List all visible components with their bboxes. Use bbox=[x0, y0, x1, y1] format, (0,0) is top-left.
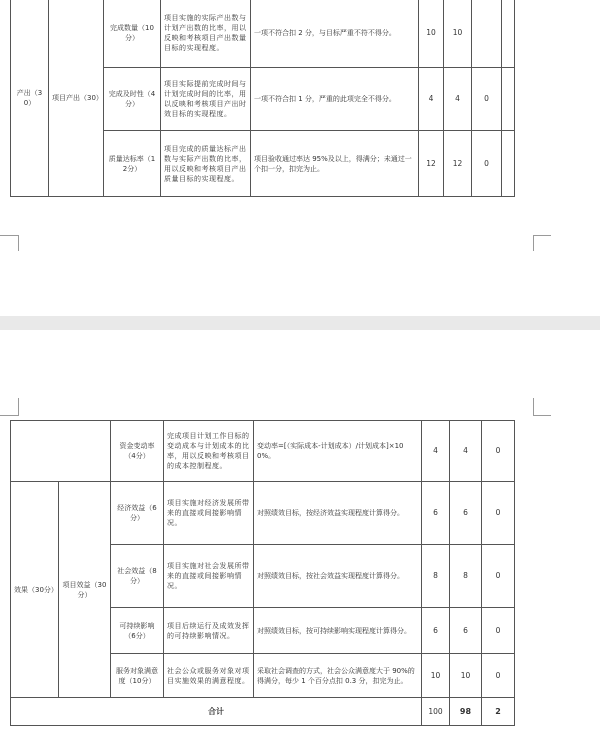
total-label: 合计 bbox=[11, 698, 422, 726]
document-page-lower bbox=[0, 420, 600, 735]
crop-mark bbox=[18, 235, 19, 251]
definition-cell: 社会公众或服务对象对项目实施效果的满意程度。 bbox=[164, 654, 254, 698]
crop-mark bbox=[0, 415, 18, 416]
evaluation-table-upper bbox=[10, 0, 515, 197]
deduct-cell: 0 bbox=[482, 545, 515, 608]
definition-cell: 完成项目计划工作目标的变动成本与计划成本的比率，用以反映和考核项目的成本控制程度。 bbox=[164, 421, 254, 482]
full-score-cell: 10 bbox=[422, 654, 450, 698]
score-cell: 6 bbox=[450, 608, 482, 654]
blank-cell bbox=[502, 0, 515, 68]
table-row bbox=[11, 0, 515, 68]
total-row bbox=[11, 698, 515, 726]
total-deduct: 2 bbox=[482, 698, 515, 726]
full-score-cell: 12 bbox=[419, 131, 444, 197]
full-score-cell: 4 bbox=[422, 421, 450, 482]
score-cell: 8 bbox=[450, 545, 482, 608]
definition-cell: 项目完成的质量达标产出数与实际产出数的比率，用以反映和考核项目产出质量目标的实现程度。 bbox=[161, 131, 251, 197]
full-score-cell: 10 bbox=[419, 0, 444, 68]
standard-cell: 对照绩效目标，按可持续影响实现程度计算得分。 bbox=[254, 608, 422, 654]
deduct-cell: 0 bbox=[482, 654, 515, 698]
table-row bbox=[11, 482, 515, 545]
definition-cell: 项目实施的实际产出数与计划产出数的比率，用以反映和考核项目产出数量目标的实现程度。 bbox=[161, 0, 251, 68]
definition-cell: 项目实施对经济发展所带来的直接或间接影响情况。 bbox=[164, 482, 254, 545]
sub-category-cell: 项目产出（30） bbox=[49, 0, 104, 197]
full-score-cell: 8 bbox=[422, 545, 450, 608]
page-gap bbox=[0, 198, 600, 420]
standard-cell: 一项不符合扣 2 分，与目标严重不符不得分。 bbox=[251, 0, 419, 68]
deduct-cell: 0 bbox=[472, 68, 502, 131]
blank-cell bbox=[11, 421, 111, 482]
blank-cell bbox=[502, 68, 515, 131]
deduct-cell: 0 bbox=[472, 131, 502, 197]
standard-cell: 对照绩效目标，按社会效益实现程度计算得分。 bbox=[254, 545, 422, 608]
indicator-cell: 完成数量（10分） bbox=[104, 0, 161, 68]
score-cell: 6 bbox=[450, 482, 482, 545]
blank-cell bbox=[502, 131, 515, 197]
crop-mark bbox=[533, 415, 551, 416]
definition-cell: 项目实施对社会发展所带来的直接或间接影响情况。 bbox=[164, 545, 254, 608]
indicator-cell: 服务对象满意度（10分） bbox=[111, 654, 164, 698]
standard-cell: 对照绩效目标，按经济效益实现程度计算得分。 bbox=[254, 482, 422, 545]
category-cell: 产出（30） bbox=[11, 0, 49, 197]
score-cell: 10 bbox=[450, 654, 482, 698]
deduct-cell: 0 bbox=[482, 482, 515, 545]
full-score-cell: 6 bbox=[422, 608, 450, 654]
evaluation-table-lower bbox=[10, 420, 515, 726]
definition-cell: 项目后续运行及成效发挥的可持续影响情况。 bbox=[164, 608, 254, 654]
score-cell: 4 bbox=[444, 68, 472, 131]
crop-mark bbox=[18, 398, 19, 416]
standard-cell: 项目验收通过率达 95%及以上，得满分；未通过一个扣一分，扣完为止。 bbox=[251, 131, 419, 197]
standard-cell: 采取社会调查的方式，社会公众满意度大于 90%的得满分，每少 1 个百分点扣 0.3 分，扣完为止。 bbox=[254, 654, 422, 698]
deduct-cell: 0 bbox=[482, 421, 515, 482]
total-score: 98 bbox=[450, 698, 482, 726]
indicator-cell: 资金变动率（4分） bbox=[111, 421, 164, 482]
standard-cell: 一项不符合扣 1 分，严重的此项完全不得分。 bbox=[251, 68, 419, 131]
deduct-cell bbox=[472, 0, 502, 68]
full-score-cell: 4 bbox=[419, 68, 444, 131]
full-score-cell: 6 bbox=[422, 482, 450, 545]
standard-cell: 变动率=[（实际成本-计划成本）/计划成本]×100%。 bbox=[254, 421, 422, 482]
table-row bbox=[11, 421, 515, 482]
crop-mark bbox=[533, 235, 551, 236]
indicator-cell: 可持续影响（6分） bbox=[111, 608, 164, 654]
indicator-cell: 经济效益（6分） bbox=[111, 482, 164, 545]
crop-mark bbox=[533, 398, 534, 416]
definition-cell: 项目实际提前完成时间与计划完成时间的比率，用以反映和考核项目产出时效目标的实现程度。 bbox=[161, 68, 251, 131]
crop-mark bbox=[0, 235, 18, 236]
score-cell: 4 bbox=[450, 421, 482, 482]
document-page-upper bbox=[0, 0, 600, 198]
indicator-cell: 社会效益（8分） bbox=[111, 545, 164, 608]
deduct-cell: 0 bbox=[482, 608, 515, 654]
category-cell: 效果（30分） bbox=[11, 482, 59, 698]
total-full-score: 100 bbox=[422, 698, 450, 726]
crop-mark bbox=[533, 235, 534, 251]
sub-category-cell: 项目效益（30分） bbox=[59, 482, 111, 698]
indicator-cell: 质量达标率（12分） bbox=[104, 131, 161, 197]
score-cell: 12 bbox=[444, 131, 472, 197]
page-separator bbox=[0, 316, 600, 330]
score-cell: 10 bbox=[444, 0, 472, 68]
indicator-cell: 完成及时性（4分） bbox=[104, 68, 161, 131]
